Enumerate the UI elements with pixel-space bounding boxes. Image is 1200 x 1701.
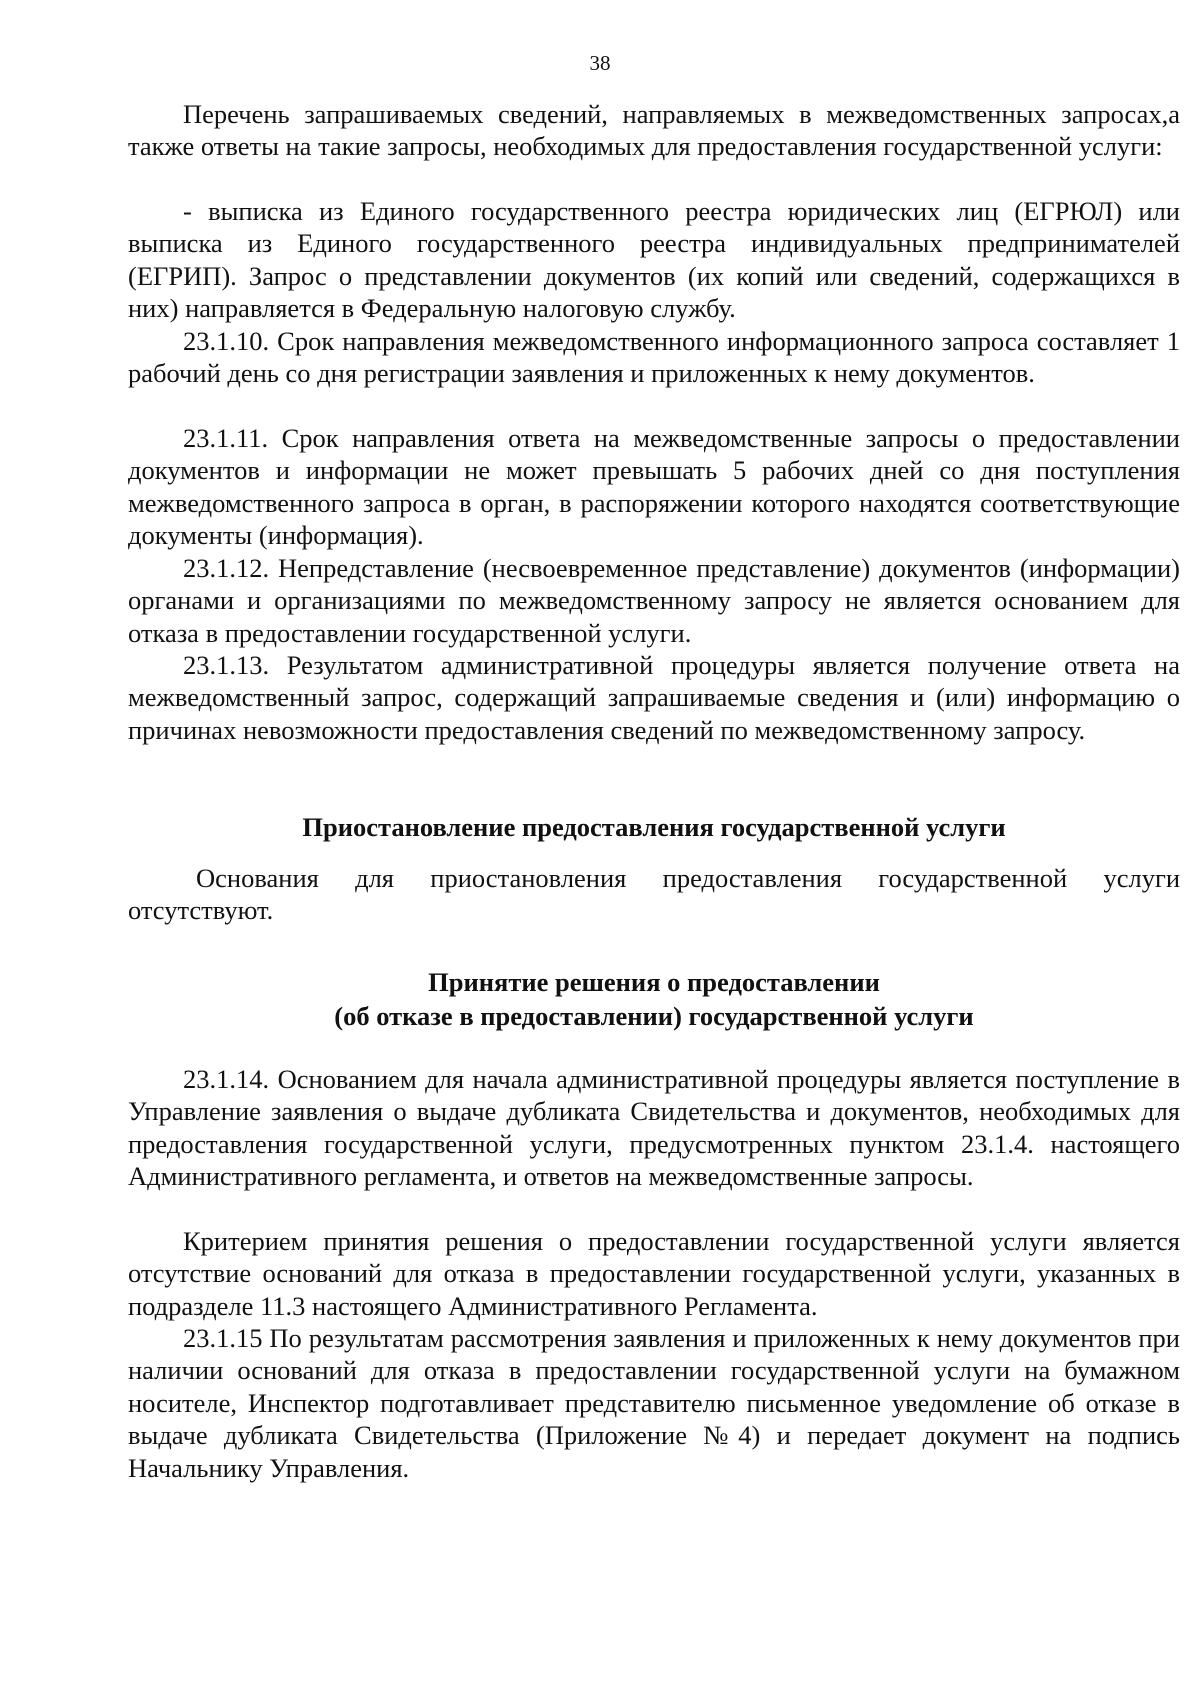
paragraph-23-1-14: 23.1.14. Основанием для начала административной процедуры является поступление в Управление заявления о выдаче дубликата Свидетельства и документов, необходимых для предоставления государственной услуги, предусмотренных пунктом 23.1.4. настоящего Административного регламента, и ответов на межведомственные запросы. [128,1064,1180,1192]
paragraph-23-1-10: 23.1.10. Срок направления межведомственного информационного запроса составляет 1 рабочий день со дня регистрации заявления и приложенных к нему документов. [128,326,1180,389]
heading-decision-line-2: (об отказе в предоставлении) государственной услуги [334,1001,974,1031]
heading-suspension: Приостановление предоставления государственной услуги [302,812,1006,842]
page-number: 38 [589,51,611,75]
paragraph-decision-criterion: Критерием принятия решения о предоставлении государственной услуги является отсутствие оснований для отказа в предоставлении государственной услуги, указанных в подразделе 11.3 настоящего Административного Регламента. [128,1226,1180,1321]
paragraph-23-1-13: 23.1.13. Результатом административной процедуры является получение ответа на межведомственный запрос, содержащий запрашиваемые сведения и (или) информацию о причинах невозможности предоставления сведений по межведомственному запросу. [128,650,1180,745]
paragraph-suspension-grounds: Основания для приостановления предоставления государственной услуги отсутствуют. [128,863,1180,926]
paragraph-requested-info: Перечень запрашиваемых сведений, направляемых в межведомственных запросах,а также ответы на такие запросы, необходимых для предоставления государственной услуги: [128,99,1180,162]
heading-decision-line-1: Принятие решения о предоставлении [428,967,880,997]
paragraph-egrul-extract: - выписка из Единого государственного реестра юридических лиц (ЕГРЮЛ) или выписка из Единого государственного реестра индивидуальных предпринимателей (ЕГРИП). Запрос о представлении документов (их копий или сведений, содержащихся в них) направляется в Федеральную налоговую службу. [128,196,1180,324]
paragraph-23-1-15: 23.1.15 По результатам рассмотрения заявления и приложенных к нему документов при наличии оснований для отказа в предоставлении государственной услуги на бумажном носителе, Инспектор подготавливает представителю письменное уведомление об отказе в выдаче дубликата Свидетельства (Приложение №4) и передает документ на подпись Начальнику Управления. [128,1323,1180,1483]
paragraph-23-1-11: 23.1.11. Срок направления ответа на межведомственные запросы о предоставлении документов и информации не может превышать 5 рабочих дней со дня поступления межведомственного запроса в орган, в распоряжении которого находятся соответствующие документы (информация). [128,423,1180,551]
paragraph-23-1-12: 23.1.12. Непредставление (несвоевременное представление) документов (информации) органами и организациями по межведомственному запросу не является основанием для отказа в предоставлении государственной услуги. [128,553,1180,648]
